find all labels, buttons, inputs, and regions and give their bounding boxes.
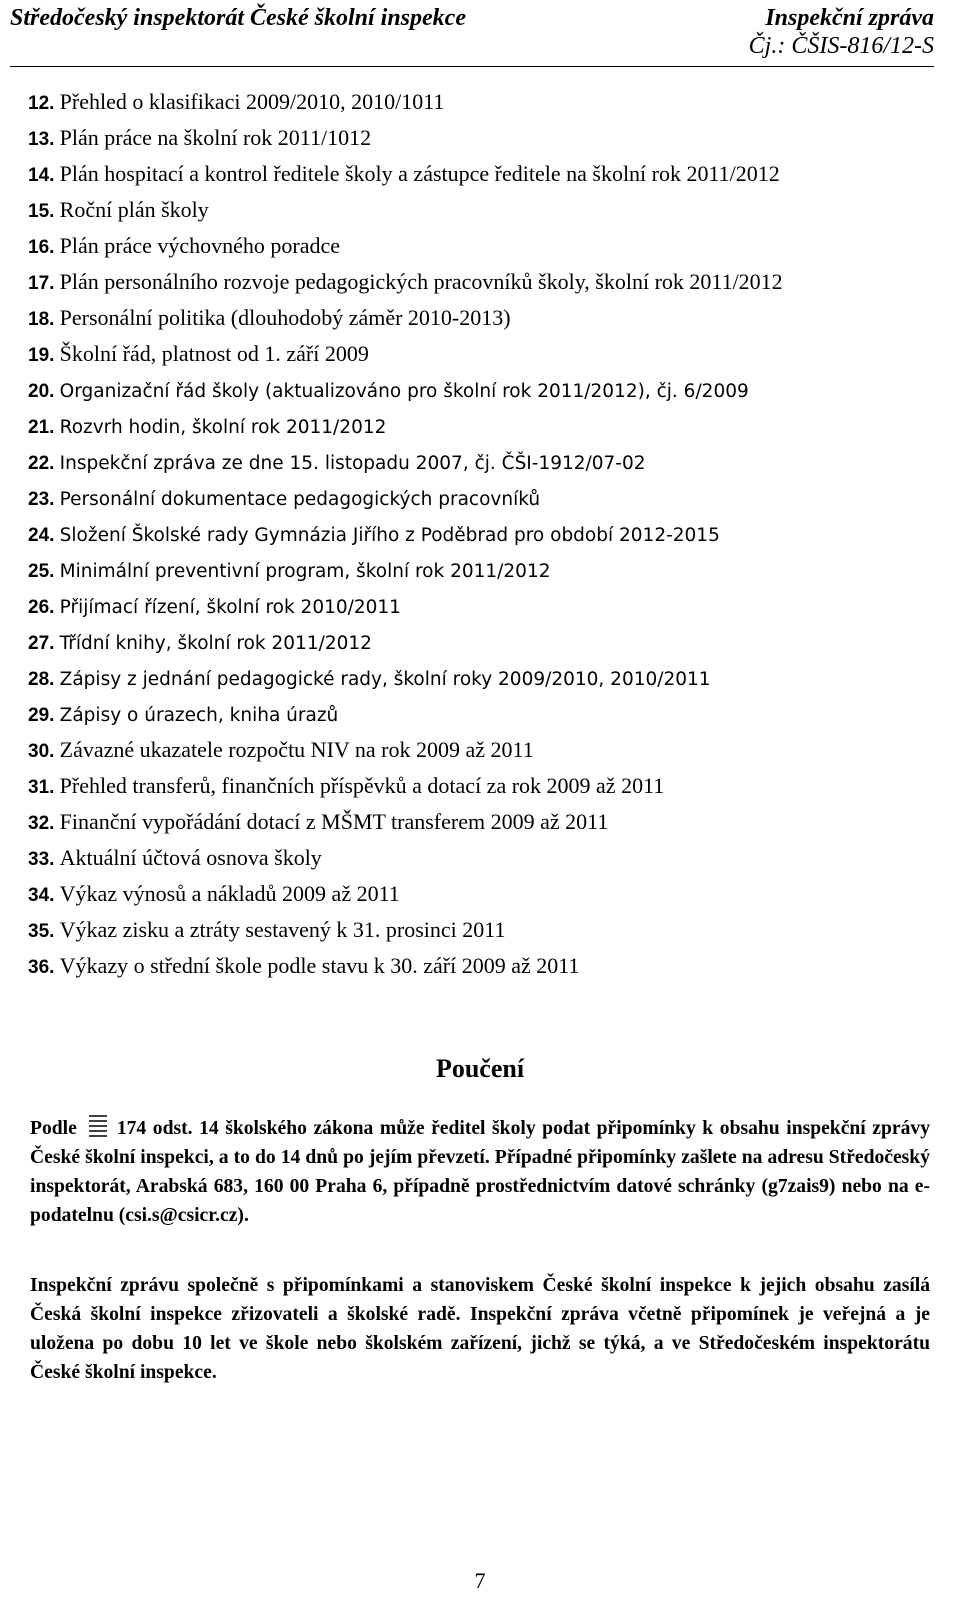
section-sign-icon	[89, 1112, 107, 1142]
list-item-number: 25.	[28, 561, 55, 582]
list-item-text: Plán práce výchovného poradce	[59, 233, 341, 258]
list-item-text: Rozvrh hodin, školní rok 2011/2012	[59, 417, 387, 438]
list-item-number: 17.	[28, 273, 55, 294]
list-item-text: Minimální preventivní program, školní rok 2011/2012	[59, 561, 551, 582]
list-item-text: Plán personálního rozvoje pedagogických pracovníků školy, školní rok 2011/2012	[59, 269, 783, 294]
list-item-number: 31.	[28, 777, 55, 798]
notice-heading: Poučení	[435, 1054, 525, 1083]
list-item-text: Výkaz výnosů a nákladů 2009 až 2011	[59, 881, 400, 906]
list-item-number: 29.	[28, 705, 55, 726]
list-item-text: Třídní knihy, školní rok 2011/2012	[59, 633, 372, 654]
list-item-text: Složení Školské rady Gymnázia Jiřího z Poděbrad pro období 2012-2015	[59, 525, 720, 546]
list-item-text: Plán práce na školní rok 2011/1012	[59, 125, 372, 150]
list-item	[28, 732, 783, 768]
list-item-number: 30.	[28, 741, 55, 762]
header-divider	[10, 66, 934, 67]
notice-paragraph-1	[30, 1112, 930, 1230]
list-item-number: 33.	[28, 849, 55, 870]
list-item-text: Roční plán školy	[59, 197, 209, 222]
list-item-text: Personální politika (dlouhodobý záměr 2010-2013)	[59, 305, 511, 330]
list-item	[28, 228, 783, 264]
list-item-text: Přijímací řízení, školní rok 2010/2011	[59, 597, 401, 618]
list-item-number: 32.	[28, 813, 55, 834]
list-item-text: Výkaz zisku a ztráty sestavený k 31. prosinci 2011	[59, 917, 506, 942]
list-item	[28, 444, 783, 480]
list-item	[28, 660, 783, 696]
list-item-text: Aktuální účtová osnova školy	[59, 845, 322, 870]
list-item-text: Zápisy o úrazech, kniha úrazů	[59, 705, 339, 726]
list-item	[28, 156, 783, 192]
list-item	[28, 120, 783, 156]
list-item	[28, 516, 783, 552]
list-item-number: 27.	[28, 633, 55, 654]
list-item-number: 16.	[28, 237, 55, 258]
list-item-text: Plán hospitací a kontrol ředitele školy a zástupce ředitele na školní rok 2011/2012	[59, 161, 780, 186]
list-item	[28, 624, 783, 660]
list-item	[28, 912, 783, 948]
list-item-number: 20.	[28, 381, 55, 402]
list-item	[28, 696, 783, 732]
list-item	[28, 408, 783, 444]
list-item-number: 26.	[28, 597, 55, 618]
list-item-number: 21.	[28, 417, 55, 438]
list-item	[28, 84, 783, 120]
header-reference-number: Čj.: ČŠIS-816/12-S	[748, 33, 934, 59]
list-item	[28, 264, 783, 300]
list-item-number: 24.	[28, 525, 55, 546]
list-item-number: 14.	[28, 165, 55, 186]
list-item	[28, 192, 783, 228]
list-item	[28, 372, 783, 408]
list-item-number: 34.	[28, 885, 55, 906]
document-list	[28, 84, 783, 984]
list-item-text: Přehled transferů, finančních příspěvků a dotací za rok 2009 až 2011	[59, 773, 665, 798]
notice-paragraph-2: Inspekční zprávu společně s připomínkami a stanoviskem České školní inspekce k jejich obsahu zasílá Česká školní inspekce zřizovateli a školské radě. Inspekční zpráva včetně připomínek je veřejná a je uložena po dobu 10 let ve škole nebo školském zařízení, jichž se týká, a ve Středočeském inspektorátu České školní inspekce.	[30, 1275, 930, 1383]
page-number: 7	[474, 1568, 486, 1593]
list-item-text: Organizační řád školy (aktualizováno pro školní rok 2011/2012), čj. 6/2009	[59, 381, 749, 402]
list-item-text: Inspekční zpráva ze dne 15. listopadu 2007, čj. ČŠI-1912/07-02	[59, 453, 646, 474]
list-item	[28, 480, 783, 516]
list-item-text: Závazné ukazatele rozpočtu NIV na rok 2009 až 2011	[59, 737, 534, 762]
list-item-number: 35.	[28, 921, 55, 942]
list-item	[28, 588, 783, 624]
list-item-number: 28.	[28, 669, 55, 690]
list-item	[28, 948, 783, 984]
notice-paragraph-1-start: Podle	[30, 1118, 77, 1139]
list-item-number: 18.	[28, 309, 55, 330]
header-inspectorate: Středočeský inspektorát České školní inspekce	[10, 5, 466, 31]
list-item-text: Zápisy z jednání pedagogické rady, školní roky 2009/2010, 2010/2011	[59, 669, 711, 690]
list-item	[28, 840, 783, 876]
list-item-text: Finanční vypořádání dotací z MŠMT transferem 2009 až 2011	[59, 809, 609, 834]
list-item-number: 23.	[28, 489, 55, 510]
list-item	[28, 768, 783, 804]
list-item-number: 36.	[28, 957, 55, 978]
list-item	[28, 336, 783, 372]
list-item-number: 15.	[28, 201, 55, 222]
list-item-number: 13.	[28, 129, 55, 150]
list-item-number: 12.	[28, 93, 55, 114]
header-report-title: Inspekční zpráva	[765, 5, 934, 31]
list-item-number: 19.	[28, 345, 55, 366]
list-item-text: Školní řád, platnost od 1. září 2009	[59, 341, 369, 366]
list-item-text: Personální dokumentace pedagogických pracovníků	[59, 489, 541, 510]
list-item	[28, 552, 783, 588]
notice-paragraph-1-text: 174 odst. 14 školského zákona může ředitel školy podat připomínky k obsahu inspekční zprávy České školní inspekci, a to do 14 dnů po jejím převzetí. Případné připomínky zašlete na adresu Středočeský inspektorát, Arabská 683, 160 00 Praha 6, případně prostřednictvím datové schránky (g7zais9) nebo na e-podatelnu (csi.s@csicr.cz).	[30, 1118, 930, 1226]
list-item	[28, 876, 783, 912]
list-item	[28, 804, 783, 840]
list-item-text: Výkazy o střední škole podle stavu k 30. září 2009 až 2011	[59, 953, 580, 978]
list-item	[28, 300, 783, 336]
list-item-number: 22.	[28, 453, 55, 474]
list-item-text: Přehled o klasifikaci 2009/2010, 2010/1011	[59, 89, 445, 114]
